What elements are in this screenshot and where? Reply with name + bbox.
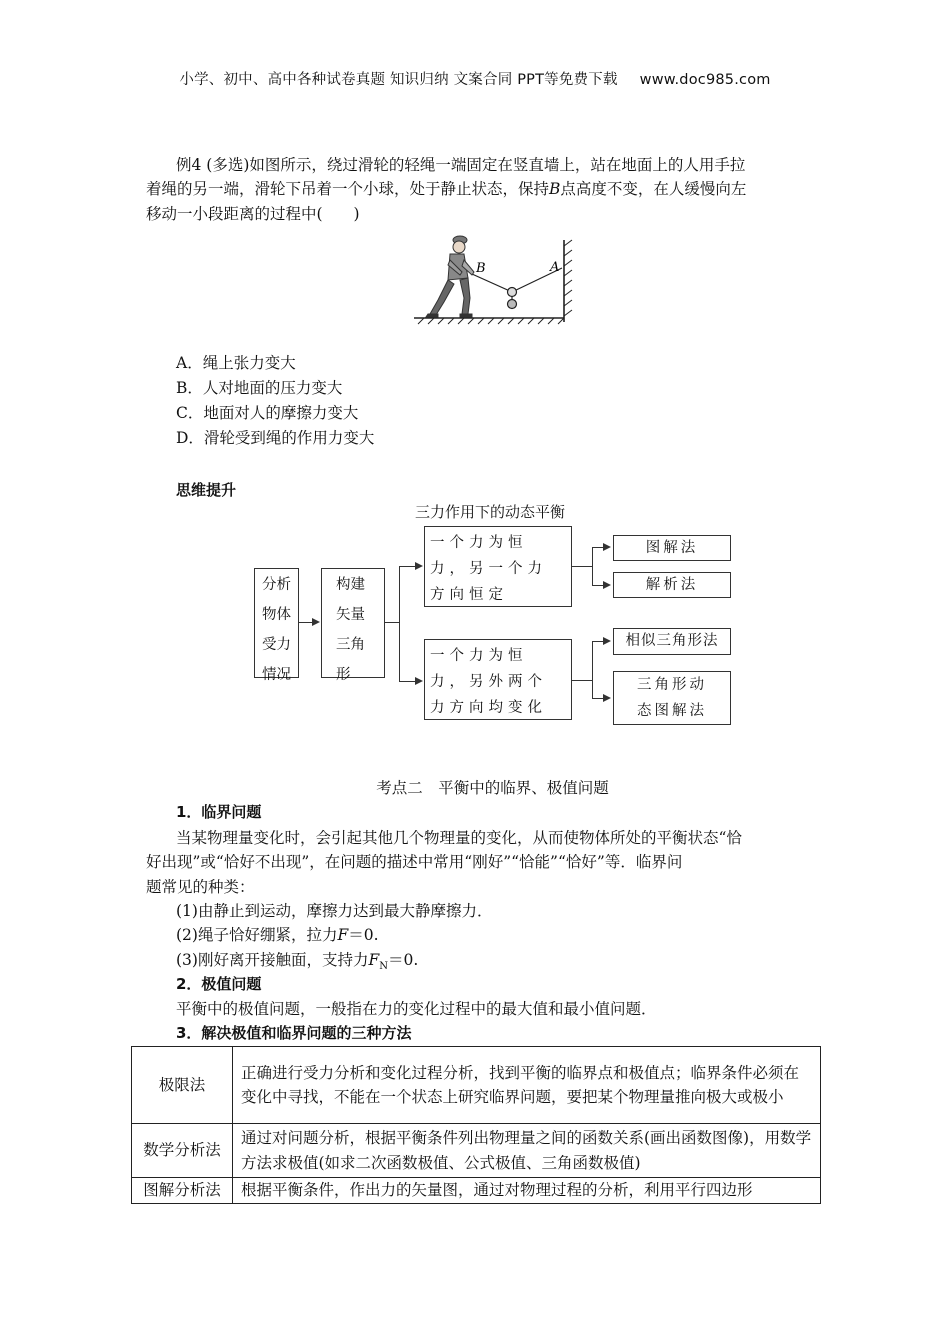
table-row bbox=[132, 1047, 821, 1124]
var-fn-sub: N bbox=[379, 961, 388, 973]
ball bbox=[508, 300, 517, 309]
critical-item-2 bbox=[176, 923, 379, 948]
critical-item-2b: ＝0. bbox=[348, 926, 379, 944]
arrow-3-bottom bbox=[603, 581, 611, 589]
method-analytic bbox=[613, 572, 731, 598]
connector-2 bbox=[385, 622, 399, 623]
arrow-3-top bbox=[603, 543, 611, 551]
flow-case-2-text: 一个力为恒力，另外两个力方向均变化 bbox=[430, 648, 547, 716]
critical-line-2: 好出现”或“恰好不出现”，在问题的描述中常用“刚好”“恰能”“恰好”等．临界问 bbox=[146, 853, 683, 871]
critical-item-2a: (2)绳子恰好绷紧，拉力 bbox=[176, 926, 338, 944]
example-line-2a: 着绳的另一端，滑轮下吊着一个小球，处于静止状态，保持 bbox=[146, 180, 550, 198]
extreme-text: 平衡中的极值问题，一般指在力的变化过程中的最大值和最小值问题． bbox=[176, 1000, 657, 1018]
method-graphical bbox=[613, 535, 731, 561]
label-b: B bbox=[476, 261, 486, 276]
wall-hatch bbox=[564, 240, 572, 316]
label-a: A bbox=[550, 260, 560, 275]
critical-item-1: (1)由静止到运动，摩擦力达到最大静摩擦力． bbox=[176, 902, 493, 920]
section-2-title: 考点二 平衡中的临界、极值问题 bbox=[376, 779, 609, 797]
example-line-2 bbox=[146, 177, 746, 202]
connector-3-vertical bbox=[592, 547, 593, 585]
flow-case-2 bbox=[424, 639, 572, 720]
method-dynamic-triangle-text: 三角形动态图解法 bbox=[637, 677, 707, 719]
flow-box-analyze bbox=[254, 568, 299, 683]
connector-2-vertical bbox=[399, 566, 400, 682]
method-name: 数学分析法 bbox=[132, 1124, 233, 1178]
heading-extreme: 2．极值问题 bbox=[176, 975, 262, 993]
methods-table bbox=[131, 1046, 821, 1204]
connector-1 bbox=[299, 622, 313, 623]
critical-line-3: 题常见的种类： bbox=[146, 878, 255, 896]
method-desc: 根据平衡条件，作出力的矢量图，通过对物理过程的分析，利用平行四边形 bbox=[233, 1178, 821, 1204]
option-c: C．地面对人的摩擦力变大 bbox=[176, 404, 359, 422]
flow-case-1-text: 一个力为恒力，另一个力方向恒定 bbox=[430, 535, 547, 603]
method-name: 极限法 bbox=[132, 1047, 233, 1124]
connector-4-vertical bbox=[592, 641, 593, 698]
method-graphical-text: 图解法 bbox=[645, 540, 699, 556]
arrow-2-top bbox=[415, 562, 423, 570]
thinking-title: 思维提升 bbox=[176, 481, 237, 499]
option-a: A．绳上张力变大 bbox=[176, 354, 296, 372]
person bbox=[426, 236, 474, 317]
page-header bbox=[0, 68, 950, 89]
arrow-1 bbox=[312, 618, 320, 626]
flow-box-vector bbox=[321, 568, 385, 683]
critical-item-3b: ＝0. bbox=[387, 951, 419, 969]
method-desc: 通过对问题分析，根据平衡条件列出物理量之间的函数关系(画出函数图像)，用数学方法求极值(如求二次函数极值、公式极值、三角函数极值) bbox=[233, 1124, 821, 1178]
connector-3 bbox=[572, 566, 592, 567]
option-b: B．人对地面的压力变大 bbox=[176, 379, 343, 397]
arrow-4-top bbox=[603, 637, 611, 645]
header-text: 小学、初中、高中各种试卷真题 知识归纳 文案合同 PPT等免费下载 bbox=[179, 72, 618, 88]
arrow-2-bottom bbox=[415, 677, 423, 685]
method-name: 图解分析法 bbox=[132, 1178, 233, 1204]
connector-4 bbox=[572, 680, 592, 681]
header-site: www.doc985.com bbox=[639, 72, 771, 88]
example-line-3: 移动一小段距离的过程中( ) bbox=[146, 205, 360, 223]
var-f: F bbox=[337, 926, 349, 944]
flow-title: 三力作用下的动态平衡 bbox=[414, 503, 565, 521]
option-d: D．滑轮受到绳的作用力变大 bbox=[176, 429, 375, 447]
method-desc: 正确进行受力分析和变化过程分析，找到平衡的临界点和极值点；临界条件必须在变化中寻找，不能在一个状态上研究临界问题，要把某个物理量推向极大或极小 bbox=[233, 1047, 821, 1124]
heading-critical: 1．临界问题 bbox=[176, 803, 262, 821]
table-row bbox=[132, 1178, 821, 1204]
critical-line-1: 当某物理量变化时，会引起其他几个物理量的变化，从而使物体所处的平衡状态“恰 bbox=[176, 829, 742, 847]
var-fn: F bbox=[368, 951, 380, 969]
example-point-b: B bbox=[549, 180, 561, 198]
flow-box-vector-text: 构建矢量三角形 bbox=[336, 577, 365, 683]
example-line-2c: 点高度不变，在人缓慢向左 bbox=[560, 180, 747, 198]
example-line-1: 例4 (多选)如图所示，绕过滑轮的轻绳一端固定在竖直墙上，站在地面上的人用手拉 bbox=[176, 156, 746, 174]
method-dynamic-triangle bbox=[613, 671, 731, 725]
heading-methods: 3．解决极值和临界问题的三种方法 bbox=[176, 1024, 412, 1042]
pulley-figure bbox=[412, 228, 582, 328]
method-similar-triangle bbox=[613, 628, 731, 655]
pulley bbox=[508, 288, 517, 297]
method-analytic-text: 解析法 bbox=[645, 577, 699, 593]
ground-hatch bbox=[418, 318, 564, 324]
critical-item-3a: (3)刚好离开接触面，支持力 bbox=[176, 951, 369, 969]
flow-box-analyze-text: 分析物体受力情况 bbox=[262, 577, 291, 683]
arrow-4-bottom bbox=[603, 694, 611, 702]
table-row bbox=[132, 1124, 821, 1178]
flow-case-1 bbox=[424, 526, 572, 607]
method-similar-triangle-text: 相似三角形法 bbox=[625, 633, 719, 649]
